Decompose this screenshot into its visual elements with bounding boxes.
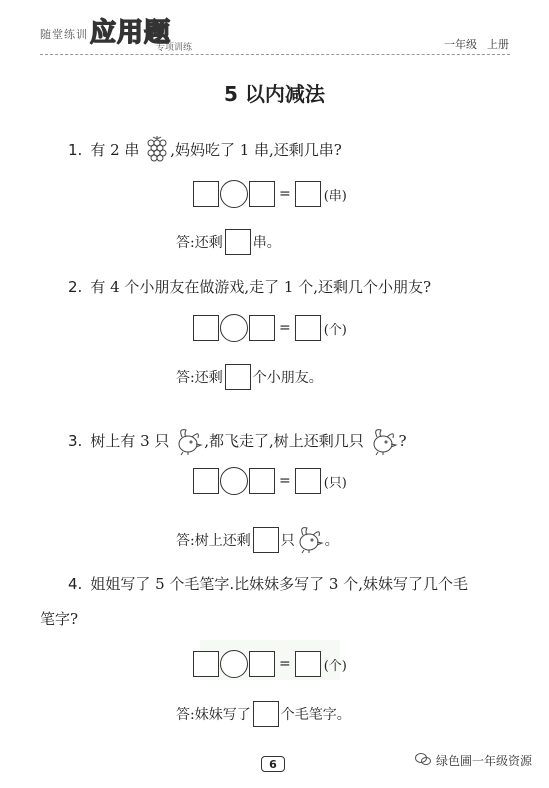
brand-subtitle: 专项训练: [156, 43, 193, 53]
question-2: [68, 276, 431, 297]
question-text-cont: ,都飞走了,树上还剩几只: [204, 432, 364, 450]
equation-2: [193, 314, 347, 342]
question-number: 2.: [68, 278, 83, 296]
operator-circle[interactable]: [220, 314, 248, 342]
question-text-end: ?: [398, 432, 407, 450]
wechat-icon: [415, 752, 431, 769]
question-text: 姐姐写了 5 个毛笔字.比妹妹多写了 3 个,妹妹写了几个毛: [90, 575, 469, 593]
unit-label: (个): [323, 322, 347, 338]
answer-box[interactable]: [249, 181, 275, 207]
answer-box[interactable]: [193, 181, 219, 207]
answer-1: [176, 229, 281, 255]
grade-text: 一年级: [444, 38, 477, 51]
answer-3: [176, 522, 339, 558]
result-box[interactable]: [295, 181, 321, 207]
answer-4: [176, 701, 351, 727]
question-4-cont: [40, 608, 78, 629]
bird-icon: [174, 424, 204, 460]
footer-brand: [415, 752, 532, 769]
equation-1: [193, 180, 347, 208]
question-number: 1.: [68, 141, 83, 159]
equals-sign: =: [279, 320, 291, 336]
answer-suffix: 串。: [252, 235, 281, 251]
answer-end: 。: [324, 533, 339, 549]
answer-prefix: 答:还剩: [176, 370, 223, 386]
answer-box[interactable]: [193, 468, 219, 494]
equals-sign: =: [279, 656, 291, 672]
term-text: 上册: [487, 38, 509, 51]
question-text-cont: 笔字?: [40, 610, 79, 628]
equals-sign: =: [279, 186, 291, 202]
result-box[interactable]: [295, 315, 321, 341]
question-text-cont: ,妈妈吃了 1 串,还剩几串?: [170, 141, 342, 159]
answer-box[interactable]: [193, 651, 219, 677]
answer-box[interactable]: [225, 364, 251, 390]
answer-prefix: 答:妹妹写了: [176, 707, 251, 723]
question-3: [68, 424, 407, 460]
equals-sign: =: [279, 473, 291, 489]
result-box[interactable]: [295, 468, 321, 494]
answer-suffix: 个小朋友。: [252, 370, 323, 386]
page-number: 6: [261, 756, 285, 772]
answer-box[interactable]: [193, 315, 219, 341]
answer-suffix: 只: [280, 533, 295, 549]
operator-circle[interactable]: [220, 467, 248, 495]
operator-circle[interactable]: [220, 650, 248, 678]
question-1: [68, 134, 342, 168]
grapes-icon: [144, 134, 170, 168]
question-text: 有 4 个小朋友在做游戏,走了 1 个,还剩几个小朋友?: [90, 278, 432, 296]
brand-title: 应用题: [90, 18, 172, 48]
question-text: 树上有 3 只: [90, 432, 170, 450]
bird-icon: [369, 424, 399, 460]
unit-label: (个): [323, 658, 347, 674]
answer-prefix: 答:树上还剩: [176, 533, 251, 549]
unit-label: (串): [323, 188, 347, 204]
page-title: 5 以内减法: [224, 82, 325, 106]
answer-box[interactable]: [249, 315, 275, 341]
series-logo: [40, 12, 210, 52]
equation-4: [193, 650, 347, 678]
bird-icon: [295, 522, 325, 558]
brand-small-text: 随堂练训: [40, 28, 88, 41]
result-box[interactable]: [295, 651, 321, 677]
header-divider: [40, 54, 510, 55]
question-4: [68, 573, 468, 594]
question-number: 3.: [68, 432, 83, 450]
grade-label: [438, 36, 509, 52]
question-text: 有 2 串: [90, 141, 140, 159]
unit-label: (只): [323, 475, 347, 491]
answer-2: [176, 364, 323, 390]
question-number: 4.: [68, 575, 83, 593]
operator-circle[interactable]: [220, 180, 248, 208]
answer-box[interactable]: [253, 701, 279, 727]
answer-prefix: 答:还剩: [176, 235, 223, 251]
footer-brand-text: 绿色圃一年级资源: [436, 754, 533, 768]
answer-box[interactable]: [253, 527, 279, 553]
equation-3: [193, 467, 347, 495]
answer-box[interactable]: [249, 651, 275, 677]
answer-box[interactable]: [249, 468, 275, 494]
answer-box[interactable]: [225, 229, 251, 255]
answer-suffix: 个毛笔字。: [280, 707, 351, 723]
